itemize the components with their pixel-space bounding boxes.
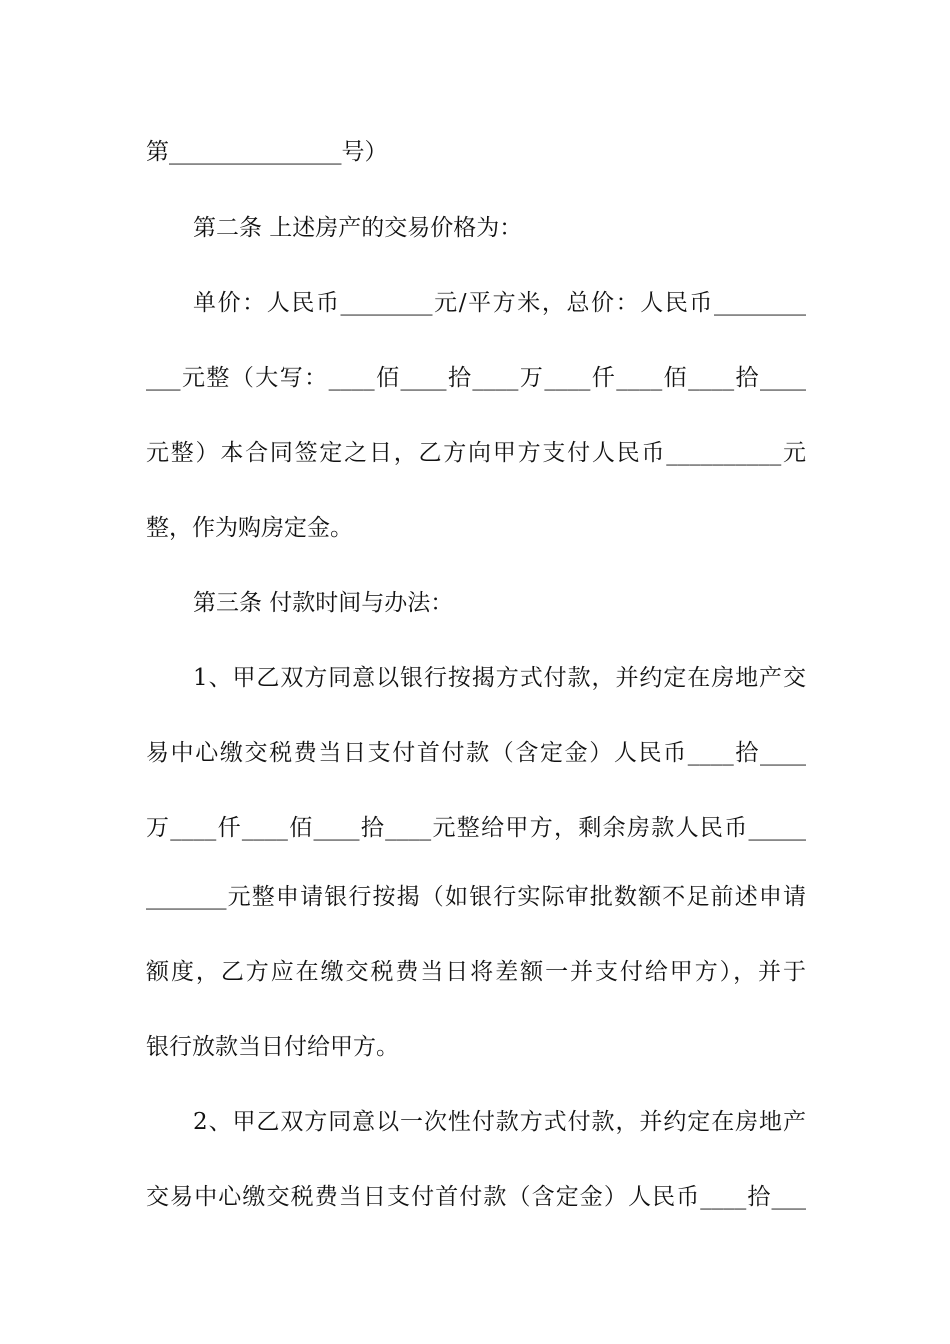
- text-line-11: _______元整申请银行按揭（如银行实际审批数额不足前述申请: [146, 884, 806, 910]
- text-line-13: 银行放款当日付给甲方。: [146, 1034, 399, 1060]
- article-3-heading: 第三条 付款时间与办法：: [193, 590, 454, 616]
- text-line-1: 第_______________号）: [146, 139, 388, 165]
- text-line-10: 万____仟____佰____拾____元整给甲方，剩余房款人民币_____: [146, 815, 806, 841]
- text-line-12: 额度，乙方应在缴交税费当日将差额一并支付给甲方），并于: [146, 959, 806, 985]
- text-line-3: 单价：人民币________元/平方米，总价：人民币________: [193, 290, 806, 316]
- text-line-14: 2、甲乙双方同意以一次性付款方式付款，并约定在房地产: [193, 1109, 806, 1135]
- text-line-5: 元整）本合同签定之日，乙方向甲方支付人民币__________元: [146, 440, 806, 466]
- text-line-6: 整，作为购房定金。: [146, 515, 353, 541]
- text-line-8: 1、甲乙双方同意以银行按揭方式付款，并约定在房地产交: [193, 665, 806, 691]
- text-line-15: 交易中心缴交税费当日支付首付款（含定金）人民币____拾___: [146, 1184, 806, 1210]
- article-2-heading: 第二条 上述房产的交易价格为：: [193, 215, 523, 241]
- text-line-4: ___元整（大写：____佰____拾____万____仟____佰____拾____: [146, 365, 806, 391]
- text-line-9: 易中心缴交税费当日支付首付款（含定金）人民币____拾____: [146, 740, 806, 766]
